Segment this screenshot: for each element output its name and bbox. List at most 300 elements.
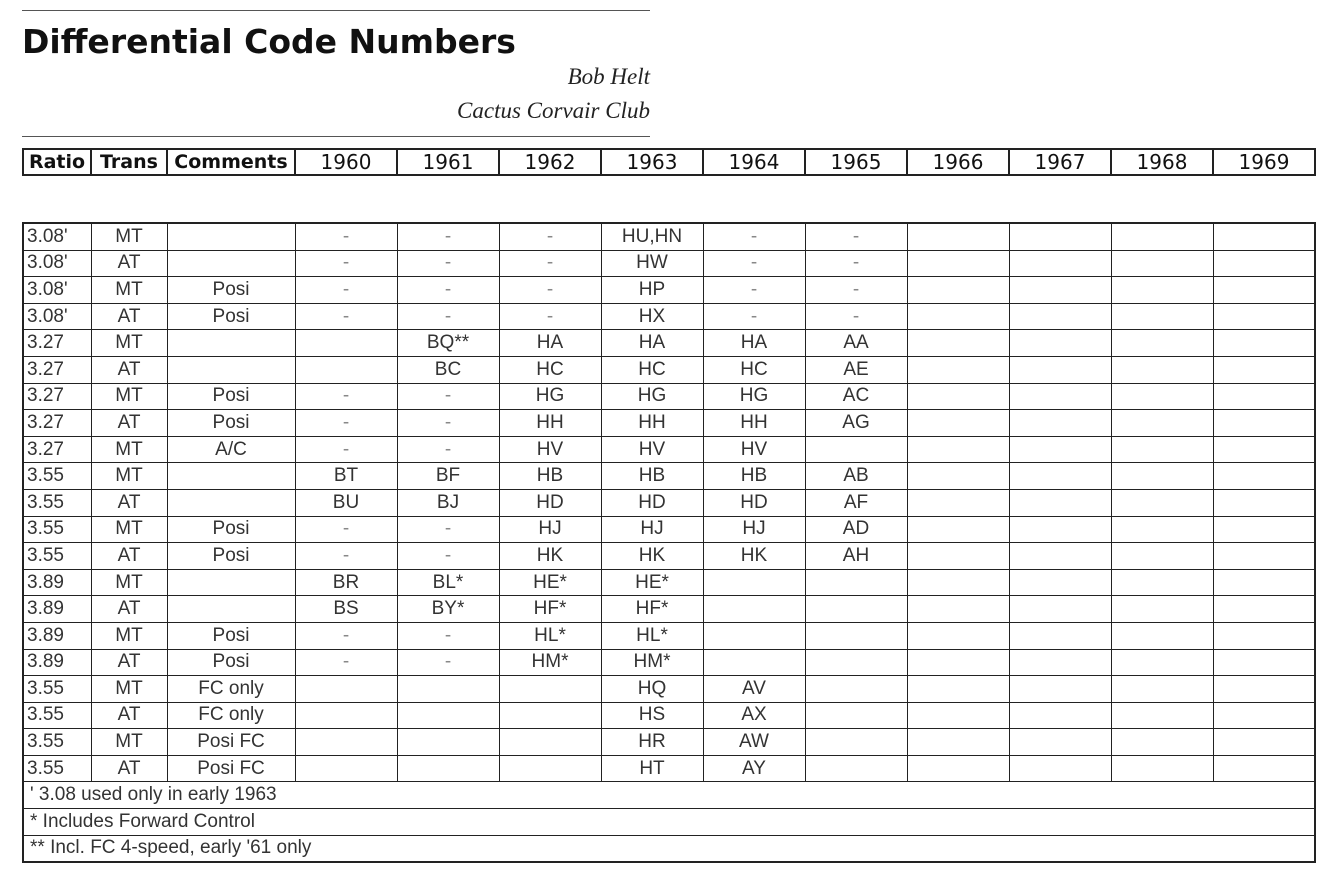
top-rule [22, 10, 650, 11]
table-row [23, 516, 1315, 543]
table-cell [907, 303, 1009, 330]
table-cell: MT [91, 436, 167, 463]
column-header: 1960 [295, 149, 397, 175]
table-cell: HG [601, 383, 703, 410]
table-row [23, 410, 1315, 437]
table-cell [1213, 596, 1315, 623]
table-cell: Posi [167, 649, 295, 676]
table-cell: - [397, 250, 499, 277]
table-row [23, 755, 1315, 782]
table-cell: 3.55 [23, 755, 91, 782]
table-cell [1213, 649, 1315, 676]
table-cell [1009, 223, 1111, 250]
table-cell: - [703, 223, 805, 250]
table-cell: MT [91, 729, 167, 756]
table-cell [907, 330, 1009, 357]
table-cell [1009, 463, 1111, 490]
table-cell: Posi [167, 383, 295, 410]
table-cell: - [397, 436, 499, 463]
table-cell [1213, 516, 1315, 543]
table-cell [1213, 463, 1315, 490]
table-cell: HU,HN [601, 223, 703, 250]
table-cell [907, 676, 1009, 703]
table-cell [1009, 649, 1111, 676]
table-cell: AF [805, 489, 907, 516]
table-cell [1111, 622, 1213, 649]
table-row [23, 277, 1315, 304]
table-cell [1111, 356, 1213, 383]
table-cell: 3.27 [23, 410, 91, 437]
table-cell: HH [499, 410, 601, 437]
table-cell: - [805, 277, 907, 304]
table-cell [1213, 410, 1315, 437]
table-cell [907, 649, 1009, 676]
footnote-row [23, 809, 1315, 836]
table-cell: Posi [167, 543, 295, 570]
table-cell: AT [91, 543, 167, 570]
table-cell [1111, 303, 1213, 330]
table-cell [907, 436, 1009, 463]
table-cell [295, 755, 397, 782]
table-cell: HV [703, 436, 805, 463]
table-cell [167, 223, 295, 250]
table-cell: - [397, 410, 499, 437]
table-cell: HF* [499, 596, 601, 623]
table-cell: 3.55 [23, 516, 91, 543]
table-cell [1213, 383, 1315, 410]
table-row [23, 303, 1315, 330]
table-cell: MT [91, 330, 167, 357]
table-cell: AB [805, 463, 907, 490]
table-cell [1213, 489, 1315, 516]
table-cell [1213, 250, 1315, 277]
table-cell: - [295, 649, 397, 676]
table-cell: - [397, 223, 499, 250]
table-cell: AT [91, 250, 167, 277]
table-cell: - [397, 516, 499, 543]
table-cell: - [805, 250, 907, 277]
table-cell [167, 356, 295, 383]
table-cell: HB [601, 463, 703, 490]
table-cell: 3.08' [23, 223, 91, 250]
table-cell [167, 330, 295, 357]
table-cell: 3.08' [23, 277, 91, 304]
table-cell [1111, 250, 1213, 277]
table-cell: BF [397, 463, 499, 490]
table-cell: HL* [601, 622, 703, 649]
column-header: Ratio [23, 149, 91, 175]
table-cell [907, 755, 1009, 782]
table-cell: - [295, 250, 397, 277]
table-cell: AA [805, 330, 907, 357]
table-cell [1009, 543, 1111, 570]
table-cell: 3.27 [23, 356, 91, 383]
table-cell [1009, 755, 1111, 782]
column-header-table [22, 148, 1316, 176]
column-header: 1962 [499, 149, 601, 175]
column-header: Trans [91, 149, 167, 175]
table-row [23, 702, 1315, 729]
table-cell: Posi [167, 622, 295, 649]
table-cell [907, 223, 1009, 250]
table-cell [1111, 676, 1213, 703]
table-cell: - [295, 277, 397, 304]
table-cell [805, 702, 907, 729]
table-cell: MT [91, 463, 167, 490]
table-cell: HS [601, 702, 703, 729]
table-cell: HX [601, 303, 703, 330]
table-cell: HH [601, 410, 703, 437]
table-cell [1009, 729, 1111, 756]
table-cell [397, 702, 499, 729]
table-cell: HC [703, 356, 805, 383]
table-cell: HJ [703, 516, 805, 543]
table-cell [1111, 649, 1213, 676]
table-cell: - [499, 223, 601, 250]
table-cell: AT [91, 356, 167, 383]
table-cell: BY* [397, 596, 499, 623]
column-header: 1966 [907, 149, 1009, 175]
table-cell: 3.89 [23, 596, 91, 623]
table-cell: HG [499, 383, 601, 410]
table-cell: - [805, 303, 907, 330]
table-cell [805, 569, 907, 596]
table-row [23, 223, 1315, 250]
table-cell: - [397, 649, 499, 676]
table-cell [805, 676, 907, 703]
table-cell [167, 596, 295, 623]
table-cell: 3.89 [23, 649, 91, 676]
table-cell [1009, 303, 1111, 330]
table-cell: - [397, 383, 499, 410]
club-name: Cactus Corvair Club [457, 98, 650, 123]
table-cell: BJ [397, 489, 499, 516]
table-cell [397, 729, 499, 756]
table-cell: HM* [499, 649, 601, 676]
table-cell: AC [805, 383, 907, 410]
table-cell [703, 649, 805, 676]
table-cell [295, 356, 397, 383]
table-row [23, 463, 1315, 490]
table-cell: HD [499, 489, 601, 516]
column-header: 1969 [1213, 149, 1315, 175]
code-table [22, 222, 1316, 863]
table-cell [703, 622, 805, 649]
table-cell [167, 250, 295, 277]
table-cell: 3.27 [23, 330, 91, 357]
table-cell [907, 489, 1009, 516]
table-cell [907, 516, 1009, 543]
table-cell [1213, 303, 1315, 330]
table-cell [1111, 702, 1213, 729]
table-cell: AV [703, 676, 805, 703]
table-cell [907, 729, 1009, 756]
table-cell: BR [295, 569, 397, 596]
column-header: 1963 [601, 149, 703, 175]
table-cell [499, 755, 601, 782]
table-cell [1213, 330, 1315, 357]
table-cell [907, 383, 1009, 410]
table-cell: HK [601, 543, 703, 570]
table-row [23, 543, 1315, 570]
table-cell: AT [91, 596, 167, 623]
column-header: Comments [167, 149, 295, 175]
table-cell: AX [703, 702, 805, 729]
table-cell [1111, 223, 1213, 250]
table-cell [1111, 330, 1213, 357]
table-cell [1111, 463, 1213, 490]
table-cell: Posi [167, 303, 295, 330]
table-cell: AY [703, 755, 805, 782]
table-cell: AE [805, 356, 907, 383]
footnote-row [23, 782, 1315, 809]
table-cell: - [397, 303, 499, 330]
table-cell: MT [91, 622, 167, 649]
table-row [23, 676, 1315, 703]
table-cell [907, 356, 1009, 383]
table-row [23, 330, 1315, 357]
table-cell: BT [295, 463, 397, 490]
table-cell [1111, 383, 1213, 410]
table-cell: 3.55 [23, 489, 91, 516]
table-cell [295, 330, 397, 357]
table-cell [1213, 356, 1315, 383]
table-cell [1111, 569, 1213, 596]
table-cell [1111, 436, 1213, 463]
table-row [23, 250, 1315, 277]
footnote-text: ' 3.08 used only in early 1963 [23, 782, 1315, 809]
table-cell: HW [601, 250, 703, 277]
table-cell: 3.27 [23, 383, 91, 410]
table-cell [1009, 622, 1111, 649]
table-cell: HK [703, 543, 805, 570]
table-cell [805, 622, 907, 649]
table-cell [1009, 516, 1111, 543]
table-cell: BU [295, 489, 397, 516]
table-cell: 3.08' [23, 303, 91, 330]
table-cell: AT [91, 303, 167, 330]
column-header: 1964 [703, 149, 805, 175]
table-cell [907, 569, 1009, 596]
table-cell [1111, 755, 1213, 782]
table-cell [1009, 330, 1111, 357]
column-header: 1965 [805, 149, 907, 175]
table-cell [1111, 489, 1213, 516]
table-row [23, 622, 1315, 649]
table-cell: HB [499, 463, 601, 490]
table-cell [907, 277, 1009, 304]
table-cell: HA [601, 330, 703, 357]
table-cell: HA [703, 330, 805, 357]
table-cell: - [295, 622, 397, 649]
table-cell [1009, 277, 1111, 304]
table-cell: - [703, 277, 805, 304]
table-cell: HJ [601, 516, 703, 543]
table-cell: AT [91, 489, 167, 516]
table-cell [499, 729, 601, 756]
table-cell: - [499, 303, 601, 330]
table-cell: - [805, 223, 907, 250]
table-cell [295, 676, 397, 703]
table-cell [1213, 436, 1315, 463]
table-cell: - [295, 303, 397, 330]
table-cell: 3.27 [23, 436, 91, 463]
table-cell [907, 622, 1009, 649]
table-cell: - [397, 277, 499, 304]
table-cell: - [295, 516, 397, 543]
table-cell: 3.55 [23, 543, 91, 570]
header-row [23, 149, 1315, 175]
table-cell: BC [397, 356, 499, 383]
table-cell [1009, 383, 1111, 410]
table-cell [805, 649, 907, 676]
table-cell: AD [805, 516, 907, 543]
table-cell: HL* [499, 622, 601, 649]
table-cell: - [295, 410, 397, 437]
table-cell: HF* [601, 596, 703, 623]
table-cell [1213, 277, 1315, 304]
table-cell [1009, 596, 1111, 623]
table-cell: MT [91, 383, 167, 410]
table-cell: AT [91, 649, 167, 676]
table-cell: Posi [167, 410, 295, 437]
table-cell: FC only [167, 702, 295, 729]
table-cell [1009, 676, 1111, 703]
table-cell [1213, 729, 1315, 756]
table-cell: HR [601, 729, 703, 756]
table-cell [1111, 729, 1213, 756]
table-cell: A/C [167, 436, 295, 463]
table-cell: - [703, 250, 805, 277]
table-cell [397, 676, 499, 703]
table-cell: HT [601, 755, 703, 782]
table-cell [805, 596, 907, 623]
table-cell: MT [91, 516, 167, 543]
table-cell: 3.55 [23, 676, 91, 703]
author-name: Bob Helt [567, 64, 650, 89]
table-cell: AT [91, 755, 167, 782]
table-cell: HE* [601, 569, 703, 596]
table-cell: HD [601, 489, 703, 516]
table-cell: - [397, 622, 499, 649]
table-cell: AT [91, 410, 167, 437]
table-cell [1009, 250, 1111, 277]
footnote-text: ** Incl. FC 4-speed, early '61 only [23, 835, 1315, 862]
table-cell: MT [91, 569, 167, 596]
page-title: Differential Code Numbers [22, 22, 516, 61]
column-header: 1967 [1009, 149, 1111, 175]
table-cell [1213, 569, 1315, 596]
table-cell: MT [91, 676, 167, 703]
column-header: 1961 [397, 149, 499, 175]
table-cell: HK [499, 543, 601, 570]
table-cell [1009, 436, 1111, 463]
table-cell: 3.55 [23, 463, 91, 490]
table-cell [1213, 223, 1315, 250]
table-cell: BQ** [397, 330, 499, 357]
table-cell [1009, 702, 1111, 729]
table-row [23, 569, 1315, 596]
table-cell [1213, 755, 1315, 782]
table-cell: - [295, 543, 397, 570]
table-cell: HV [601, 436, 703, 463]
table-cell: AT [91, 702, 167, 729]
table-cell: HH [703, 410, 805, 437]
table-cell: FC only [167, 676, 295, 703]
table-cell [167, 463, 295, 490]
table-cell [1009, 356, 1111, 383]
header-rule [22, 136, 650, 137]
table-cell [295, 702, 397, 729]
table-cell: - [295, 223, 397, 250]
table-cell: AW [703, 729, 805, 756]
table-cell [167, 489, 295, 516]
table-cell: AH [805, 543, 907, 570]
table-cell: - [499, 277, 601, 304]
table-cell: HD [703, 489, 805, 516]
table-cell: HV [499, 436, 601, 463]
table-cell [167, 569, 295, 596]
table-cell: Posi [167, 277, 295, 304]
table-row [23, 436, 1315, 463]
table-row [23, 649, 1315, 676]
table-cell [907, 410, 1009, 437]
table-cell [295, 729, 397, 756]
table-cell: Posi FC [167, 755, 295, 782]
footnote-row [23, 835, 1315, 862]
table-row [23, 356, 1315, 383]
table-cell: HB [703, 463, 805, 490]
table-cell [1213, 676, 1315, 703]
table-cell [1213, 702, 1315, 729]
table-cell: - [499, 250, 601, 277]
table-cell: HA [499, 330, 601, 357]
table-cell: - [295, 436, 397, 463]
column-header: 1968 [1111, 149, 1213, 175]
table-cell: HC [601, 356, 703, 383]
table-cell [1111, 277, 1213, 304]
table-cell: BS [295, 596, 397, 623]
table-cell [499, 702, 601, 729]
table-cell: HP [601, 277, 703, 304]
table-cell: - [295, 383, 397, 410]
table-cell: HE* [499, 569, 601, 596]
table-cell [907, 543, 1009, 570]
table-row [23, 383, 1315, 410]
table-cell: MT [91, 223, 167, 250]
table-cell: 3.55 [23, 702, 91, 729]
table-cell [907, 250, 1009, 277]
table-cell [907, 596, 1009, 623]
table-cell: 3.55 [23, 729, 91, 756]
table-cell: HJ [499, 516, 601, 543]
table-cell [1213, 622, 1315, 649]
table-cell: HM* [601, 649, 703, 676]
table-cell: - [397, 543, 499, 570]
table-cell: 3.89 [23, 622, 91, 649]
table-cell [703, 569, 805, 596]
table-cell [805, 729, 907, 756]
table-cell: BL* [397, 569, 499, 596]
table-row [23, 596, 1315, 623]
table-cell [1111, 596, 1213, 623]
table-cell: 3.08' [23, 250, 91, 277]
table-cell: - [703, 303, 805, 330]
table-cell: HG [703, 383, 805, 410]
table-cell [907, 463, 1009, 490]
table-row [23, 489, 1315, 516]
table-cell: HQ [601, 676, 703, 703]
